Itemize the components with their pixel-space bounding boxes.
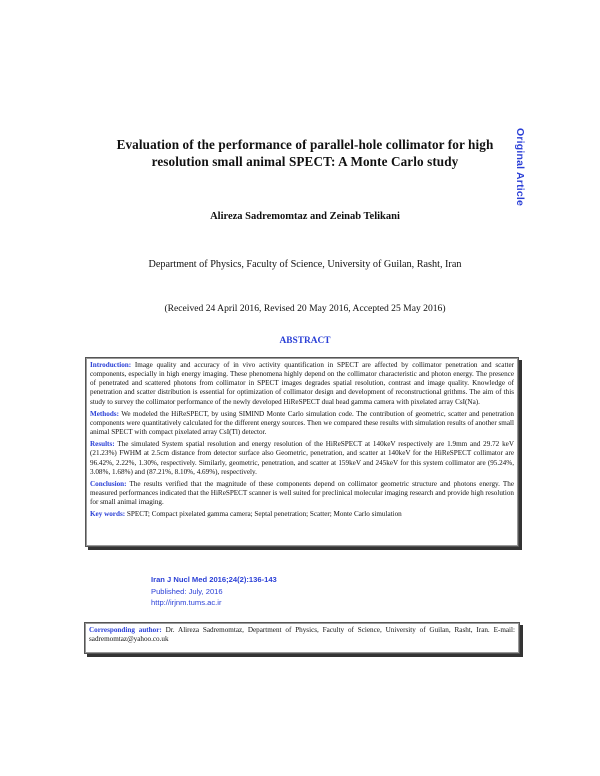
abstract-methods: [90, 410, 514, 437]
abstract-conclusion: [90, 480, 514, 507]
journal-url-link[interactable]: http://irjnm.tums.ac.ir: [151, 598, 222, 607]
citation-block: [151, 574, 277, 609]
journal-citation: Iran J Nucl Med 2016;24(2):136-143: [151, 575, 277, 584]
results-label: Results:: [90, 440, 115, 449]
results-text: The simulated System spatial resolution and energy resolution of the HiReSPECT at 140keV respectively are 1.9mm and 29.72 keV (21.23%) FWHM at 2.5cm distance from detector surface also Geometric, penetration, and scatter at 140keV for the HiReSPECT collimator are 96.42%, 2.22%, 1.30%, respectively. Similarly, geometric, penetration, and scatter at 159keV and 245keV for this system collimator are (95.24%, 3.08%, 1.68%) and (87.21%, 8.10%, 4.69%), respectively.: [90, 440, 514, 476]
conclusion-label: Conclusion:: [90, 479, 127, 488]
keywords-label: Key words:: [90, 510, 126, 519]
abstract-heading: ABSTRACT: [279, 336, 331, 346]
introduction-label: Introduction:: [90, 361, 132, 369]
paper-title: Evaluation of the performance of parallel-hole collimator for high resolution small animal SPECT: A Monte Carlo study: [116, 137, 494, 169]
abstract-introduction: [90, 361, 514, 407]
methods-label: Methods:: [90, 409, 119, 418]
affiliation: Department of Physics, Faculty of Science, University of Guilan, Rasht, Iran: [148, 259, 462, 270]
introduction-text: Image quality and accuracy of in vivo activity quantification in SPECT are affected by collimator penetration and scatter components, especially in high energy imaging. These phenomena highly depend on the collimator characteristic and photon energy. The presence of penetrated and scattered photons from collimator in SPECT images degrades spatial resolution, contrast and image quality. Knowledge of penetration and scatter distribution is essential for optimization of collimator design and development of reconstructional grithms. The aim of this study to survey the collimator performance of the newly developed HiReSPECT dual head gamma camera with pixelated array CsI(Na).: [90, 361, 514, 406]
article-type-label: Original Article: [514, 128, 526, 207]
authors: Alireza Sadremomtaz and Zeinab Telikani: [210, 211, 400, 222]
abstract-box: [85, 357, 519, 547]
corresponding-author-box: [84, 622, 520, 654]
corresponding-author: [89, 626, 515, 645]
abstract-results: [90, 440, 514, 477]
corresponding-label: Corresponding author:: [89, 626, 162, 634]
published-date: Published: July, 2016: [151, 586, 223, 596]
conclusion-text: The results verified that the magnitude of these components depend on collimator geometric structure and photons energy. The measured performances indicated that the HiReSPECT scanner is well suited for preclinical molecular imaging research and provide high resolution for small animal imaging.: [90, 479, 514, 507]
methods-text: We modeled the HiReSPECT, by using SIMIND Monte Carlo simulation code. The contribution of geometric, scatter and penetration components were quantitatively calculated for the different energy sources. Then we compared these results with simulation results of another small animal SPECT with compact pixelated array CsI(Tl) detector.: [90, 409, 514, 437]
corresponding-text: Dr. Alireza Sadremomtaz, Department of Physics, Faculty of Science, University of Guilan, Rasht, Iran. E-mail: sadremomtaz@yahoo.co.uk: [89, 626, 515, 644]
submission-dates: (Received 24 April 2016, Revised 20 May 2016, Accepted 25 May 2016): [164, 303, 446, 314]
abstract-keywords: [90, 510, 514, 519]
keywords-text: SPECT; Compact pixelated gamma camera; Septal penetration; Scatter; Monte Carlo simulation: [125, 510, 402, 519]
